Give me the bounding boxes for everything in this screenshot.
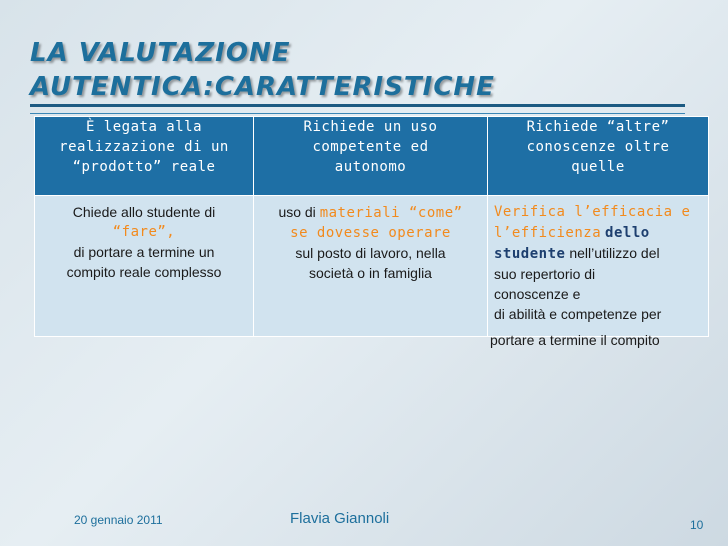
title-line-1: LA VALUTAZIONE [30,38,291,68]
highlight-efficienza: l’efficienza [494,225,602,241]
slide-title [30,36,710,104]
header-cell-conoscenze: Richiede “altre” conoscenze oltre quelle [488,117,709,196]
body-cell-materiali: uso di materiali “come” se dovesse operare sul posto di lavoro, nella società o in famiglia [254,196,488,337]
body-cell-verifica: Verifica l’efficacia e l’efficienza dello studente nell’utilizzo del suo repertorio di conoscenze e di abilità e competenze per [488,196,709,337]
characteristics-table [34,116,709,337]
title-line-2: AUTENTICA:CARATTERISTICHE [30,72,495,102]
highlight-verifica: Verifica l’efficacia e [494,204,691,220]
header-cell-prodotto: È legata alla realizzazione di un “prodotto” reale [35,117,254,196]
title-underline [30,104,685,114]
body-cell-fare: Chiede allo studente di “fare”, di portare a termine un compito reale complesso [35,196,254,337]
footer-author: Flavia Giannoli [290,510,390,527]
highlight-fare: “fare”, [112,224,176,240]
table-body-row [35,196,709,337]
page-number: 10 [690,518,704,532]
highlight-materiali: materiali “come” [319,205,463,221]
table-header-row [35,117,709,196]
highlight-operare: se dovesse operare [290,225,451,241]
overflow-text: portare a termine il compito [490,332,660,348]
footer-date: 20 gennaio 2011 [74,513,163,527]
header-cell-uso: Richiede un uso competente ed autonomo [254,117,488,196]
